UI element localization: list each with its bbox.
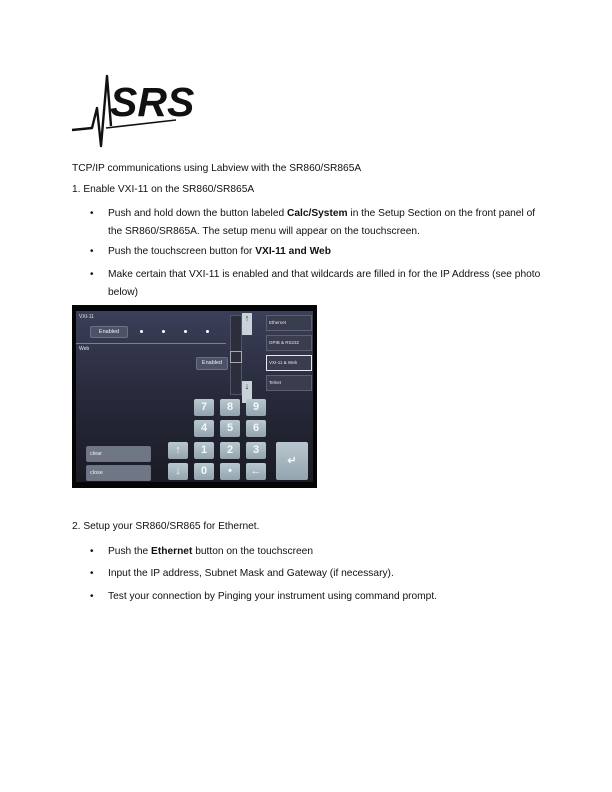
bullet-2: Push the touchscreen button for VXI-11 and Web — [108, 246, 331, 257]
section2-heading: 2. Setup your SR860/SR865 for Ethernet. — [72, 521, 260, 532]
key-4: 4 — [194, 420, 214, 437]
key-5: 5 — [220, 420, 240, 437]
bullet-1: Push and hold down the button labeled Calc/System in the Setup Section on the front panel of the SR860/SR865A. The setup menu will appear on the touchscreen. — [108, 208, 536, 237]
gpib-rs232-button: GPIB & RS232 — [266, 335, 312, 351]
logo-text: SRS — [110, 79, 195, 125]
key-8: 8 — [220, 399, 240, 416]
bullet-icon: • — [90, 269, 94, 280]
key-6: 6 — [246, 420, 266, 437]
srs-logo — [70, 68, 195, 152]
touchscreen-photo: VXI-11 Enabled Web Enabled ↑ ↓ Ethernet GPIB & RS232 VXI-11 & Web Telnet 7 8 9 4 5 6 ↑ 1 2 3 ↓ 0 • ← ↵ clear close — [72, 305, 317, 488]
key-3: 3 — [246, 442, 266, 459]
close-button: close — [86, 465, 151, 481]
key-0: 0 — [194, 463, 214, 480]
bullet-icon: • — [90, 591, 94, 602]
key-9: 9 — [246, 399, 266, 416]
key-2: 2 — [220, 442, 240, 459]
bullet-icon: • — [90, 208, 94, 219]
key-1: 1 — [194, 442, 214, 459]
clear-button: clear — [86, 446, 151, 462]
page-title: TCP/IP communications using Labview with the SR860/SR865A — [72, 163, 362, 174]
vxi11-header: VXI-11 — [79, 314, 94, 320]
web-label: Web — [79, 346, 90, 352]
key-up: ↑ — [168, 442, 188, 459]
bullet-icon: • — [90, 546, 94, 557]
vxi11-web-label: VXI-11 and Web — [255, 246, 331, 257]
telnet-button: Telnet — [266, 375, 312, 391]
bullet-icon: • — [90, 246, 94, 257]
key-enter: ↵ — [276, 442, 308, 480]
bullet-icon: • — [90, 568, 94, 579]
ethernet-label: Ethernet — [151, 546, 193, 557]
key-back: ← — [246, 463, 266, 480]
key-dot: • — [220, 463, 240, 480]
vxi11-web-button: VXI-11 & Web — [266, 355, 312, 371]
calc-system-label: Calc/System — [287, 208, 348, 219]
bullet-3: Make certain that VXI-11 is enabled and that wildcards are filled in for the IP Address (see photo below) — [108, 269, 541, 298]
section1-heading: 1. Enable VXI-11 on the SR860/SR865A — [72, 184, 255, 195]
vxi11-enabled-button: Enabled — [90, 326, 128, 338]
key-down: ↓ — [168, 463, 188, 480]
bullet-5: Input the IP address, Subnet Mask and Gateway (if necessary). — [108, 568, 394, 579]
key-7: 7 — [194, 399, 214, 416]
ethernet-button: Ethernet — [266, 315, 312, 331]
bullet-4: Push the Ethernet button on the touchscreen — [108, 546, 314, 557]
bullet-6: Test your connection by Pinging your instrument using command prompt. — [108, 591, 437, 602]
web-enabled-button: Enabled — [196, 357, 228, 370]
